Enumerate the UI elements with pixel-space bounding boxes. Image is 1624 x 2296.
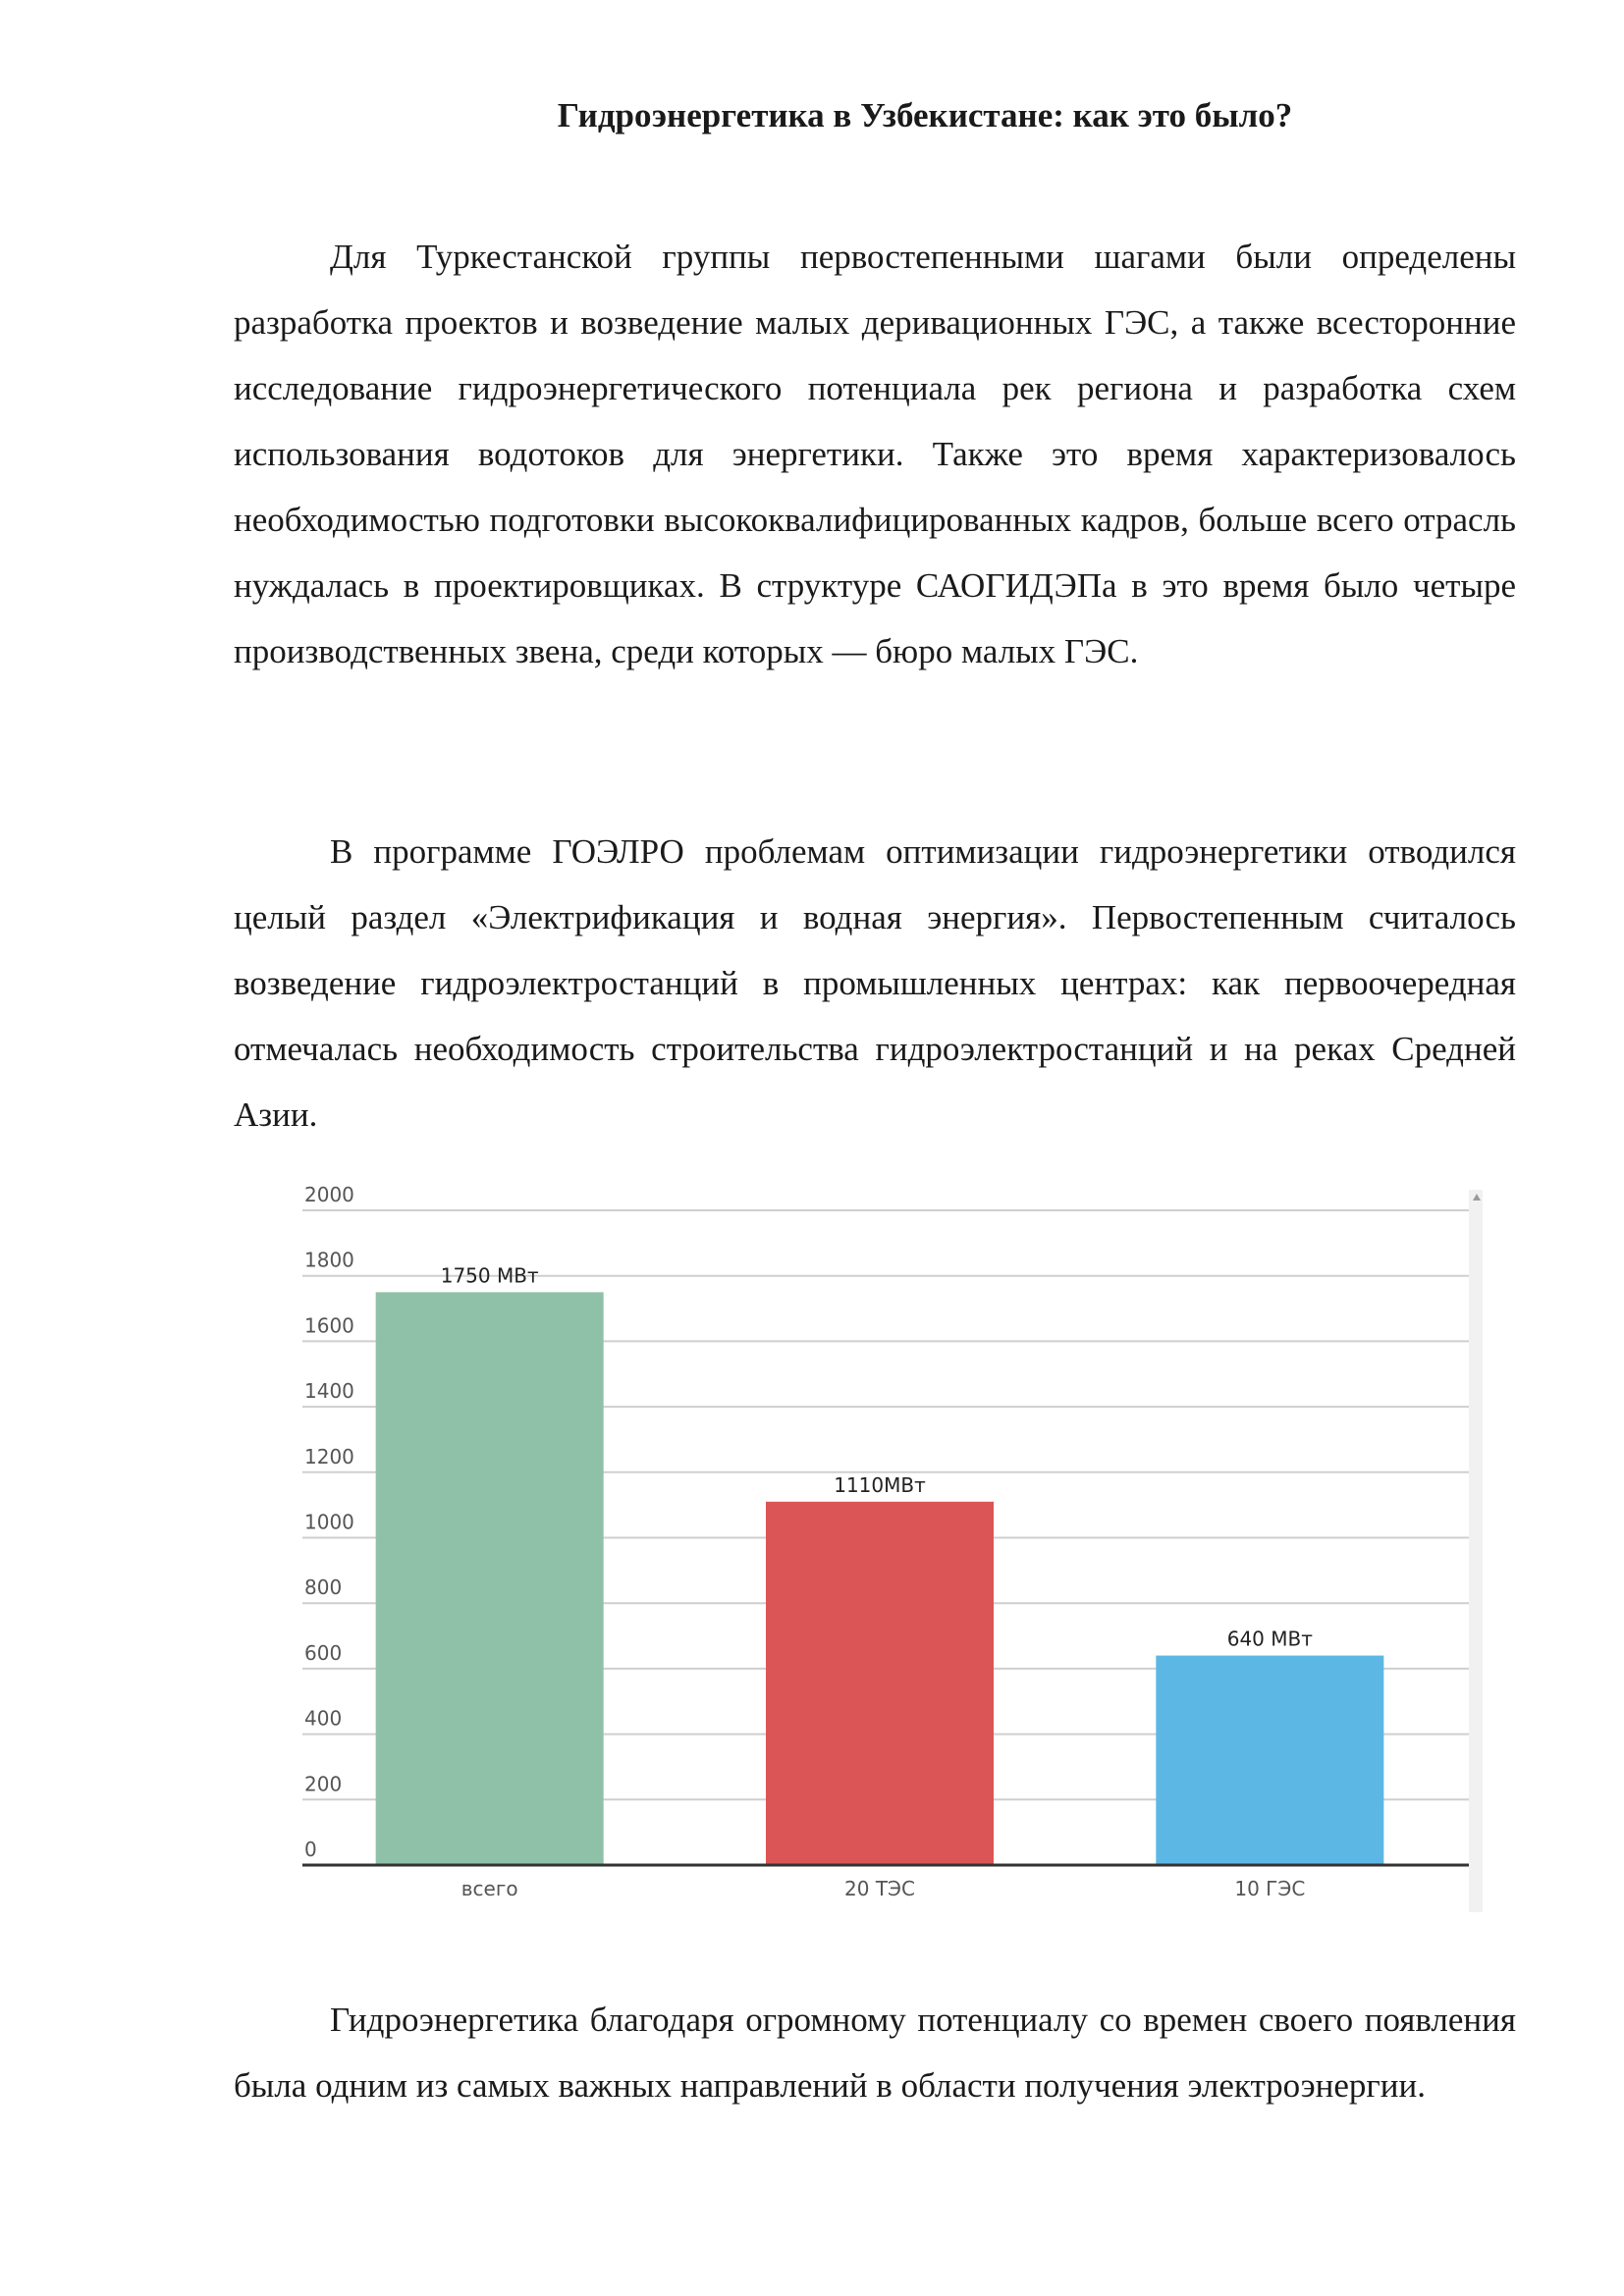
x-tick-label: 10 ГЭС	[1234, 1877, 1306, 1900]
y-tick-label: 0	[304, 1838, 317, 1861]
data-label: 1750 МВт	[440, 1263, 539, 1288]
paragraph-2: В программе ГОЭЛРО проблемам оптимизации гидроэнергетики отводился целый раздел «Электрификация и водная энергия». Первостепенным считалось возведение гидроэлектростанций в промышленных центрах: как первоочередная отмечалась необходимость строительства гидроэлектростанций и на реках Средней Азии.	[234, 832, 1516, 1134]
capacity-bar-chart	[285, 1178, 1492, 1924]
y-tick-label: 1600	[304, 1313, 354, 1338]
y-tick-label: 1400	[304, 1379, 354, 1404]
y-tick-label: 400	[304, 1706, 343, 1731]
chart-svg	[285, 1178, 1492, 1924]
y-tick-label: 1800	[304, 1248, 354, 1272]
scroll-up-arrow-icon[interactable]	[1473, 1194, 1481, 1201]
y-tick-label: 1000	[304, 1510, 354, 1534]
y-tick-label: 600	[304, 1640, 343, 1665]
data-label: 1110МВт	[834, 1472, 926, 1497]
data-label: 640 МВт	[1226, 1627, 1313, 1651]
y-tick-label: 200	[304, 1772, 343, 1796]
y-tick-label: 800	[304, 1575, 343, 1600]
x-tick-label: всего	[460, 1877, 518, 1900]
y-tick-label: 1200	[304, 1444, 354, 1468]
y-tick-label: 2000	[304, 1183, 354, 1206]
paragraph-1: Для Туркестанской группы первостепенными шагами были определены разработка проектов и возведение малых деривационных ГЭС, а также всесторонние исследование гидроэнергетического потенциала рек региона и разработка схем использования водотоков для энергетики. Также это время характеризовалось необходимостью подготовки высококвалифицированных кадров, больше всего отрасль нуждалась в проектировщиках. В структуре САОГИДЭПа в это время было четыре производственных звена, среди которых — бюро малых ГЭС.	[234, 238, 1516, 670]
document-title: Гидроэнергетика в Узбекистане: как это было?	[557, 96, 1293, 134]
chart-scrollbar[interactable]	[1469, 1190, 1483, 1912]
bar	[376, 1292, 604, 1865]
paragraph-3: Гидроэнергетика благодаря огромному потенциалу со времен своего появления была одним из самых важных направлений в области получения электроэнергии.	[234, 2001, 1516, 2105]
bar	[1156, 1656, 1383, 1865]
bar	[766, 1502, 994, 1865]
x-tick-label: 20 ТЭС	[844, 1877, 915, 1900]
